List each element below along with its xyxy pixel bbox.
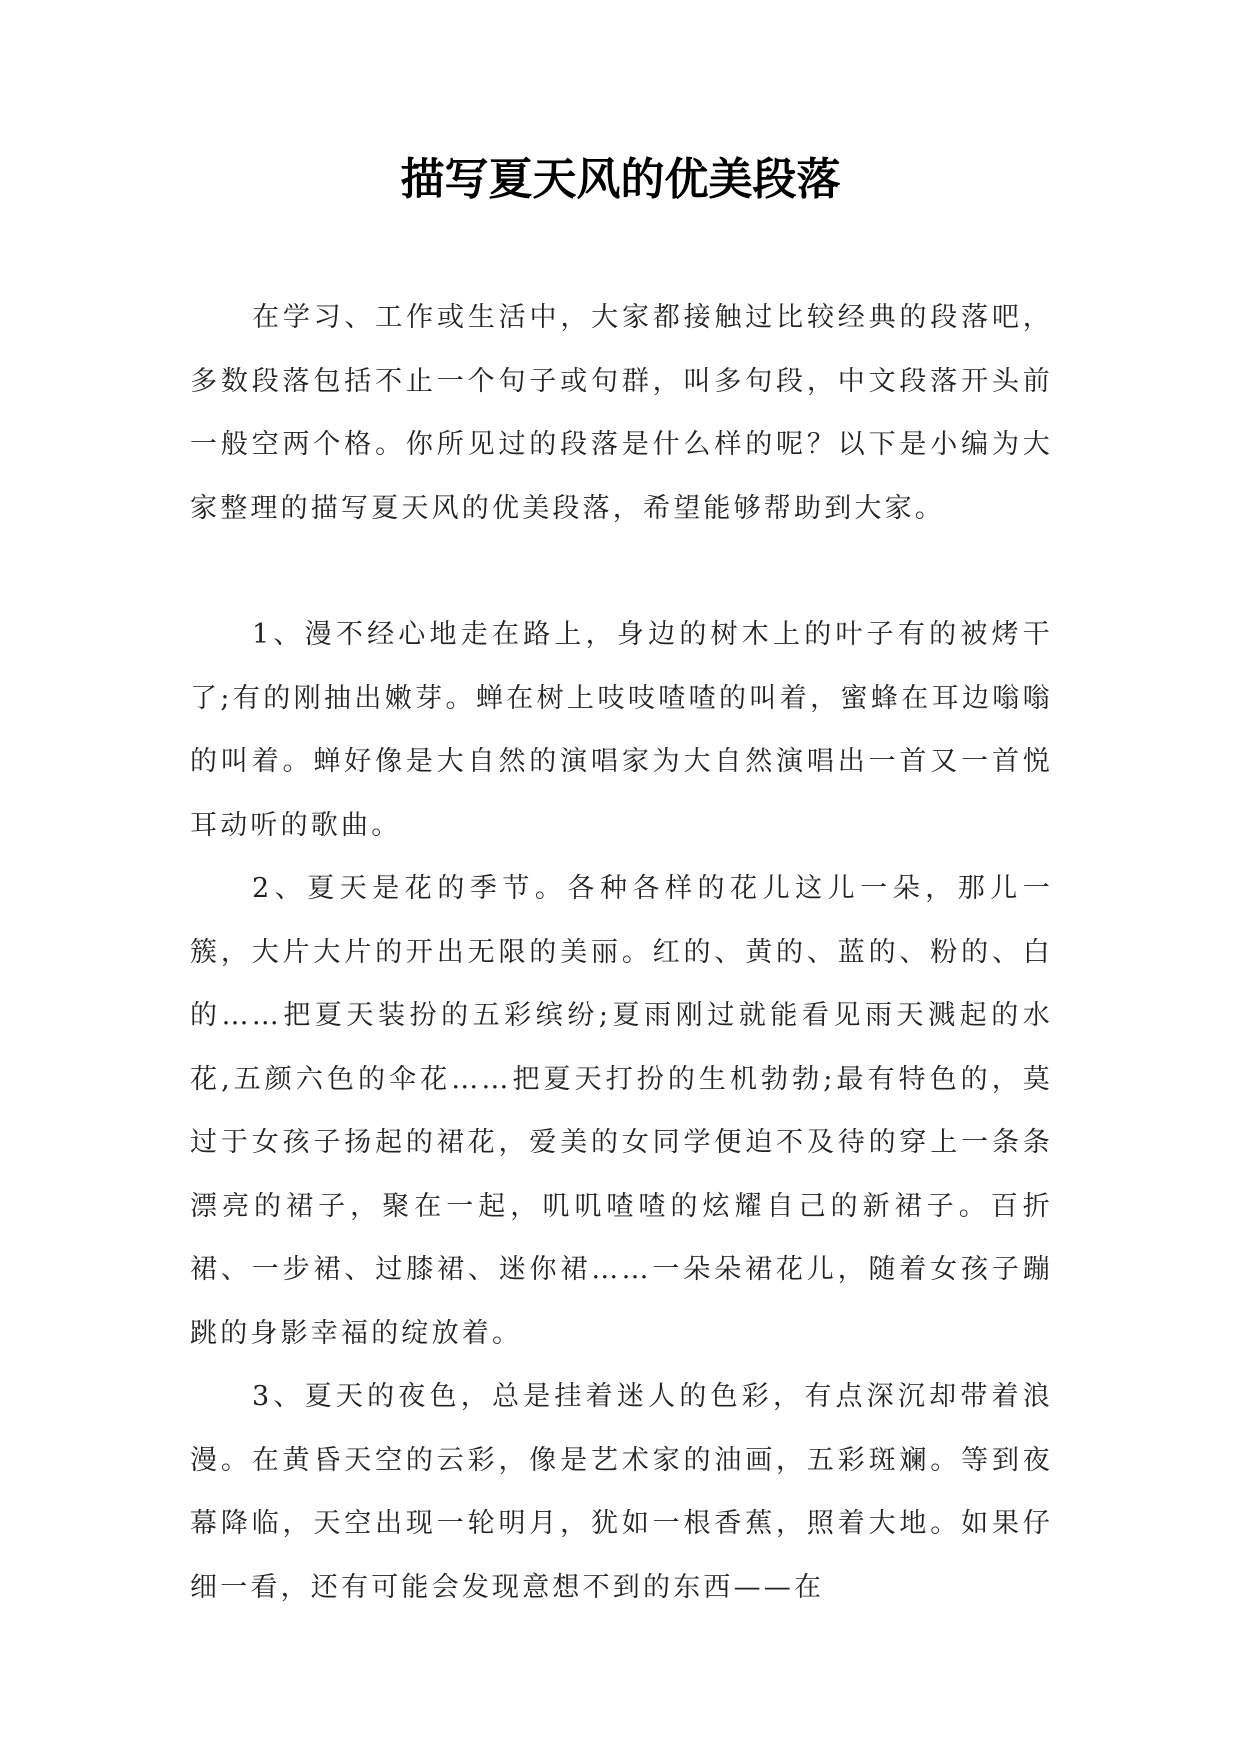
document-title: 描写夏天风的优美段落 <box>400 154 841 205</box>
paragraph-2: 2、夏天是花的季节。各种各样的花儿这儿一朵，那儿一簇，大片大片的开出无限的美丽。红的、黄的、蓝的、粉的、白的……把夏天装扮的五彩缤纷;夏雨刚过就能看见雨天溅起的水花,五颜六色的伞花……把夏天打扮的生机勃勃;最有特色的，莫过于女孩子扬起的裙花，爱美的女同学便迫不及待的穿上一条条漂亮的裙子，聚在一起，叽叽喳喳的炫耀自己的新裙子。百折裙、一步裙、过膝裙、迷你裙……一朵朵裙花儿，随着女孩子蹦跳的身影幸福的绽放着。 <box>190 873 1053 1349</box>
paragraph-3: 3、夏天的夜色，总是挂着迷人的色彩，有点深沉却带着浪漫。在黄昏天空的云彩，像是艺术家的油画，五彩斑斓。等到夜幕降临，天空出现一轮明月，犹如一根香蕉，照着大地。如果仔细一看，还有可能会发现意想不到的东西——在 <box>190 1381 1053 1603</box>
intro-paragraph: 在学习、工作或生活中，大家都接触过比较经典的段落吧，多数段落包括不止一个句子或句群，叫多句段，中文段落开头前一般空两个格。你所见过的段落是什么样的呢？以下是小编为大家整理的描写夏天风的优美段落，希望能够帮助到大家。 <box>190 302 1053 524</box>
document-body <box>190 286 1053 1619</box>
paragraph-1: 1、漫不经心地走在路上，身边的树木上的叶子有的被烤干了;有的刚抽出嫩芽。蝉在树上吱吱喳喳的叫着，蜜蜂在耳边嗡嗡的叫着。蝉好像是大自然的演唱家为大自然演唱出一首又一首悦耳动听的歌曲。 <box>190 619 1053 841</box>
